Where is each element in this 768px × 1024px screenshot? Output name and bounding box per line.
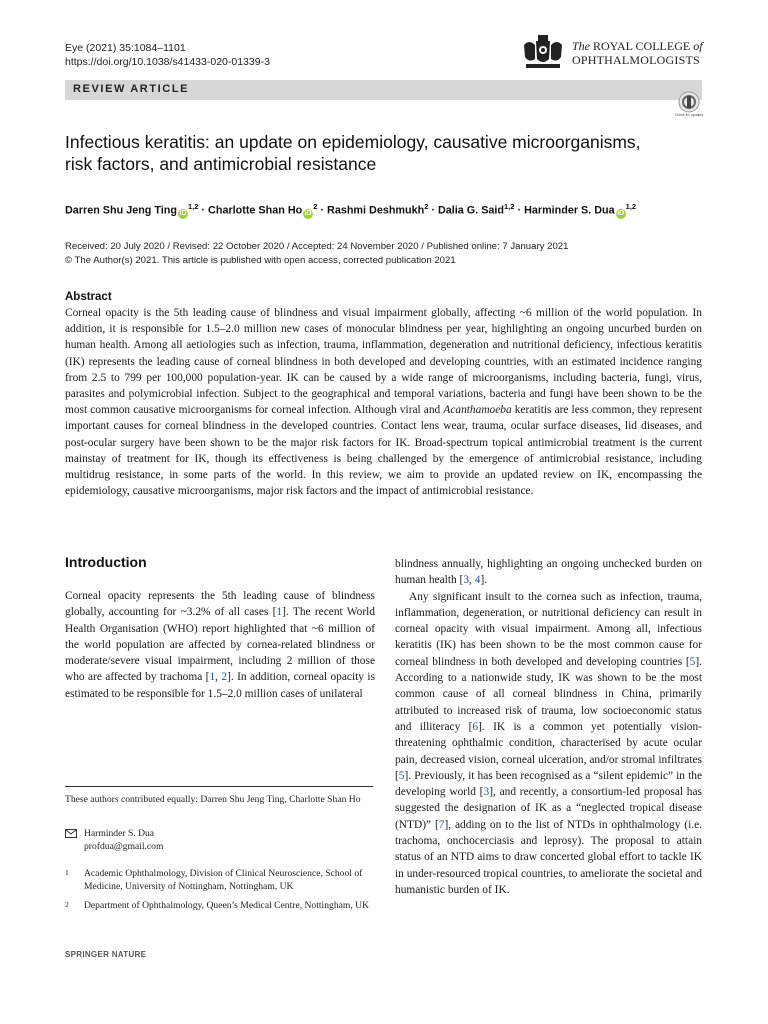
publication-dates (65, 240, 568, 268)
section-label: REVIEW ARTICLE (73, 83, 190, 95)
citation-link[interactable]: 1 (209, 671, 216, 684)
author-affiliation: 2 (424, 202, 429, 211)
crossmark-badge[interactable] (676, 91, 702, 121)
section-banner (65, 80, 702, 100)
citation-link[interactable]: 1 (276, 606, 283, 619)
author-name[interactable]: Rashmi Deshmukh (327, 204, 425, 217)
author-separator: · (514, 204, 525, 217)
history-dates: Received: 20 July 2020 / Revised: 22 October 2020 / Accepted: 24 November 2020 / Published online: 7 January 2021 (65, 241, 569, 252)
springer-nature-logo: SPRINGER NATURE (65, 950, 147, 959)
abstract-body: Corneal opacity is the 5th leading cause of blindness and visual impairment globally, affecting ~6 million of the world population. In addition, it is responsible for 1.5–2.0 million new cases of monocular blindness per year, highlighting an ongoing uncurbed burden on human health. Among all aetiologies such as infection, trauma, inflammation, degeneration and nutritional deficiency, infectious keratitis (IK) represents the leading cause of corneal blindness in both developed and developing countries, with an estimated incidence ranging from 2.5 to 799 per 100,000 population-year. IK can be caused by a wide range of microorganisms, including bacteria, fungi, virus, parasites and polymicrobial infection. Subject to the geographical and temporal variations, bacteria and fungi have been shown to be the most common causative microorganisms for corneal infection. Although viral and Acanthamoeba keratitis are less common, they represent important causes for corneal blindness in the developed countries. Contact lens wear, trauma, ocular surface diseases, lid diseases, and post-ocular surgery have been shown to be the major risk factors for IK. Broad-spectrum topical antimicrobial treatment is the current mainstay of treatment for IK, though its effectiveness is being challenged by the emergence of antimicrobial resistance, including multidrug resistance, in some parts of the world. In this review, we aim to provide an updated review on IK, encompassing the epidemiology, causative microorganisms, major risk factors and the impact of antimicrobial resistance. (65, 307, 702, 498)
crossmark-label: Check for updates (674, 113, 704, 117)
author-name[interactable]: Harminder S. Dua (524, 204, 615, 217)
citation-link[interactable]: 7 (438, 818, 445, 831)
author-name[interactable]: Charlotte Shan Ho (208, 204, 303, 217)
author-affiliation: 1,2 (504, 202, 515, 211)
corresponding-name: Harminder S. Dua (84, 828, 155, 839)
author-separator: · (198, 204, 209, 217)
affiliation-number-1: 1 (65, 868, 69, 877)
author-affiliation: 1,2 (625, 202, 637, 211)
orcid-icon[interactable]: iD (304, 209, 312, 217)
introduction-heading: Introduction (65, 554, 147, 570)
affiliation-1: Academic Ophthalmology, Division of Clinical Neuroscience, School of Medicine, University of Nottingham, Nottingham, UK (84, 868, 363, 892)
affiliation-number-2: 2 (65, 900, 69, 909)
citation-link[interactable]: 5 (398, 769, 405, 782)
equal-contribution-note: These authors contributed equally: Darren Shu Jeng Ting, Charlotte Shan Ho (65, 794, 361, 805)
author-list (65, 202, 725, 219)
article-title: Infectious keratitis: an update on epidemiology, causative microorganisms, risk factors, and antimicrobial resistance (65, 132, 641, 174)
envelope-icon (65, 829, 77, 838)
citation-link[interactable]: 4 (474, 574, 481, 587)
doi-link[interactable]: https://doi.org/10.1038/s41433-020-01339-3 (65, 56, 270, 68)
intro-paragraph: Any significant insult to the cornea such as infection, trauma, inflammation, degeneration, or nutritional deficiency can result in corneal opacity with visual impairment. Among all, infectious keratitis (IK) has been shown to be the most common cause for corneal blindness in both developed and developing countries [5]. According to a nationwide study, IK was shown to be the most common cause of all corneal blindness in China, primarily attributed to increased risk of trauma, low socioeconomic status and illiteracy [6]. IK is a common yet potentially vision-threatening ophthalmic condition, characterised by acute ocular pain, decreased vision, corneal ulceration, and/or stromal infiltrates [5]. Previously, it has been recognised as a “silent epidemic” in the developing world [3], and recently, a consortium-led proposal has suggested the designation of IK as a “neglected tropical disease (NTD)” [7], adding on to the list of NTDs in ophthalmology (i.e. trachoma, onchocerciasis and leprosy). The proposal to attain status of an NTD aims to draw concerted global effort to tackle IK in under-resourced tropical countries, to ameliorate the societal and humanistic burden of IK. (395, 590, 702, 896)
author-affiliation: 1,2 (188, 202, 199, 211)
publisher-name: The ROYAL COLLEGE of OPHTHALMOLOGISTS (572, 39, 703, 67)
citation-link[interactable]: 2 (221, 671, 228, 684)
rco-logo (520, 33, 710, 73)
journal-citation: Eye (2021) 35:1084–1101 (65, 42, 186, 54)
author-separator: · (317, 204, 328, 217)
author-separator: · (428, 204, 438, 217)
crest-icon (520, 33, 566, 71)
orcid-icon[interactable]: iD (179, 209, 187, 217)
citation-link[interactable]: 3 (463, 574, 470, 587)
citation-link[interactable]: 3 (483, 786, 490, 799)
affiliation-2: Department of Ophthalmology, Queen’s Medical Centre, Nottingham, UK (84, 900, 369, 911)
journal-meta (65, 41, 270, 69)
author-name[interactable]: Darren Shu Jeng Ting (65, 204, 177, 217)
author-name[interactable]: Dalia G. Said (438, 204, 505, 217)
intro-column-2 (395, 556, 702, 898)
corresponding-email[interactable]: profdua@gmail.com (84, 841, 164, 852)
abstract-heading: Abstract (65, 291, 112, 303)
intro-column-1: Corneal opacity represents the 5th leading cause of blindness globally, accounting for ~3.2% of all cases [1]. The recent World Health Organisation (WHO) report highlighted that ~6 million of the world population are affected by cornea-related blindness or moderate/severe visual impairment, including 2 million of those who are affected by trachoma [1, 2]. In addition, corneal opacity is estimated to be responsible for 1.5–2.0 million cases of unilateral (65, 590, 375, 700)
intro-paragraph: blindness annually, highlighting an ongoing unchecked burden on human health [3, 4]. (395, 558, 702, 587)
italic-term: Acanthamoeba (443, 404, 512, 417)
footnote-divider (65, 786, 373, 787)
corresponding-author (84, 827, 163, 853)
author-affiliation: 2 (313, 202, 318, 211)
citation-link[interactable]: 5 (689, 655, 696, 668)
orcid-icon[interactable]: iD (617, 209, 625, 217)
citation-link[interactable]: 6 (472, 720, 479, 733)
copyright-line: © The Author(s) 2021. This article is published with open access, corrected publication 2021 (65, 255, 456, 266)
